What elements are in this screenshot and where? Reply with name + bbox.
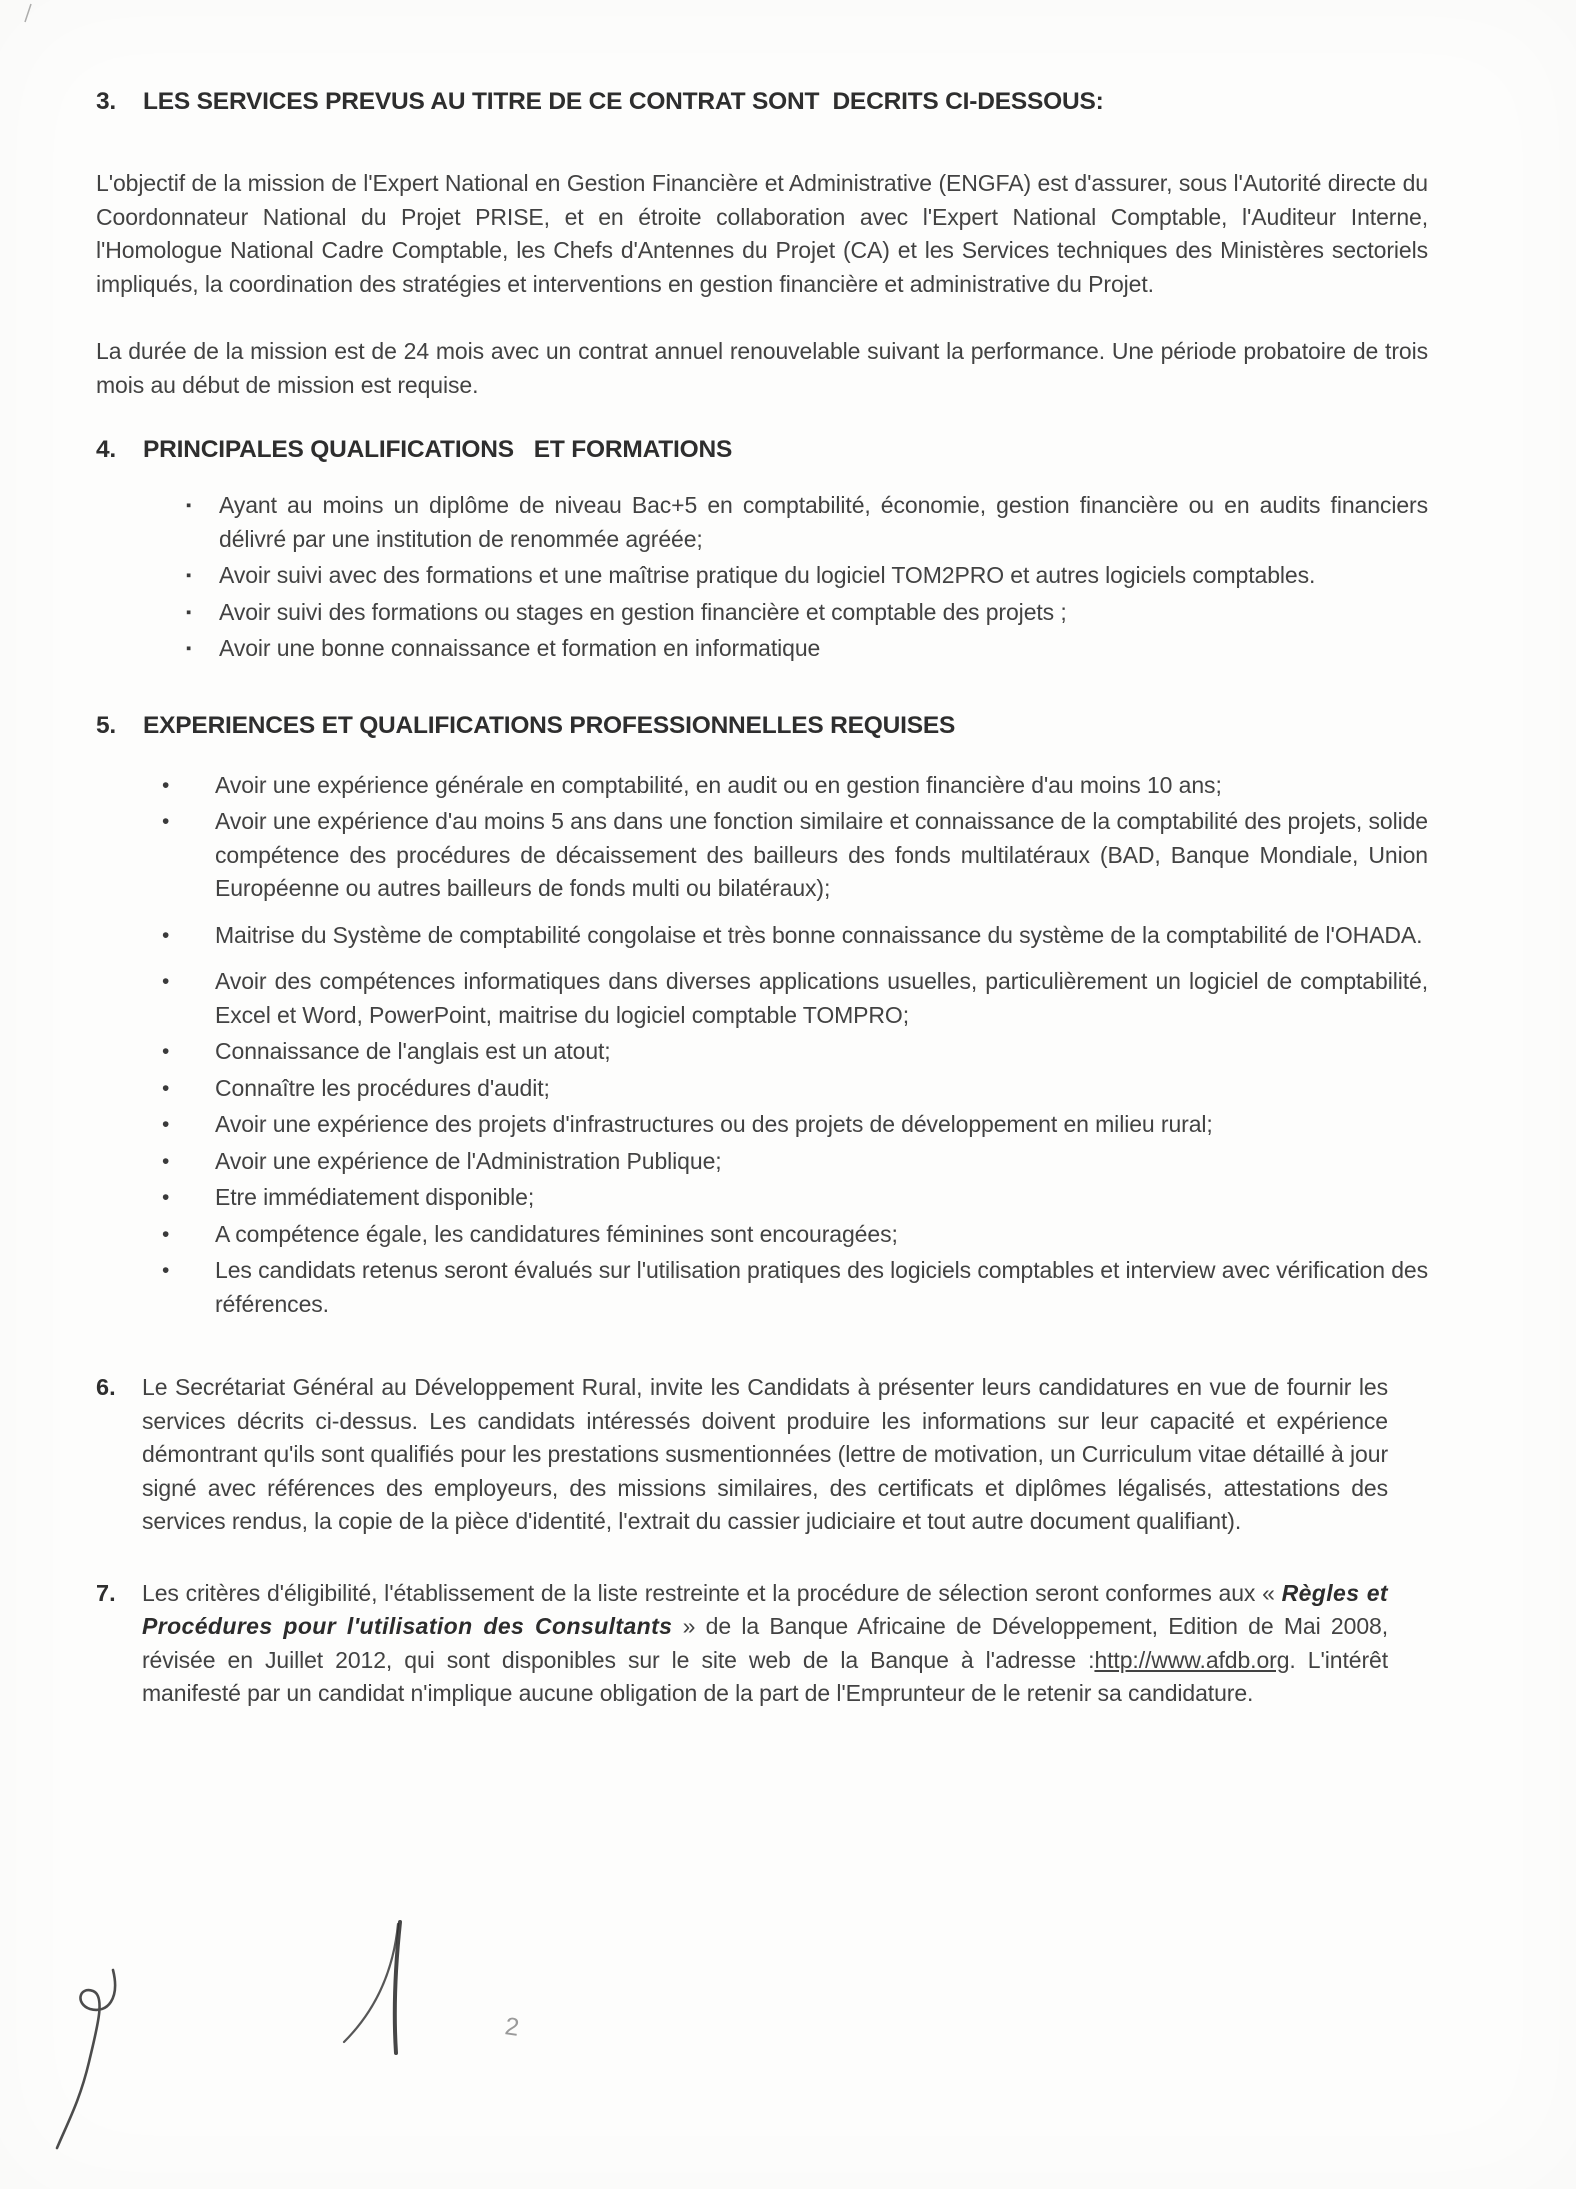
- list-item-text: Connaissance de l'anglais est un atout;: [215, 1038, 611, 1064]
- document-content: [96, 86, 1428, 1711]
- list-item: [96, 559, 1428, 593]
- list-item: [96, 769, 1428, 803]
- section-5-number: 5.: [96, 711, 117, 739]
- section-3-heading: [96, 86, 1428, 117]
- list-item: [96, 1254, 1428, 1321]
- section-4-number: 4.: [96, 436, 117, 463]
- list-item-text: Avoir suivi avec des formations et une maîtrise pratique du logiciel TOM2PRO et autres logiciels comptables.: [219, 562, 1316, 588]
- list-item: [96, 489, 1428, 556]
- square-bullet-icon: ▪: [186, 497, 192, 514]
- list-item-text: Avoir une expérience des projets d'infrastructures ou des projets de développement en milieu rural;: [215, 1111, 1213, 1137]
- list-item: [96, 1035, 1428, 1069]
- list-item: [96, 632, 1428, 666]
- round-bullet-icon: •: [162, 773, 170, 797]
- page-number: 2: [503, 2012, 521, 2042]
- qualifications-list: [96, 489, 1428, 666]
- list-item-text: Ayant au moins un diplôme de niveau Bac+5 en comptabilité, économie, gestion financière ou en audits financiers délivré par une institution de renommée agréée;: [219, 492, 1428, 552]
- section-3-title: LES SERVICES PREVUS AU TITRE DE CE CONTRAT SONT DECRITS CI-DESSOUS:: [143, 88, 1104, 115]
- item-7-text-part1: Les critères d'éligibilité, l'établissement de la liste restreinte et la procédure de sélection seront conformes aux «: [142, 1579, 1282, 1606]
- list-item-text: Les candidats retenus seront évalués sur l'utilisation pratiques des logiciels comptables et interview avec vérification des références.: [215, 1257, 1428, 1317]
- duration-paragraph: La durée de la mission est de 24 mois avec un contrat annuel renouvelable suivant la performance. Une période probatoire de trois mois au début de mission est requise.: [96, 338, 1428, 398]
- objective-paragraph: L'objectif de la mission de l'Expert National en Gestion Financière et Administrative (ENGFA) est d'assurer, sous l'Autorité directe du Coordonnateur National du Projet PRISE, et en étroite collaboration avec l'Expert National Comptable, l'Auditeur Interne, l'Homologue National Cadre Comptable, les Chefs d'Antennes du Projet (CA) et les Services techniques des Ministères sectoriels impliqués, la coordination des stratégies et interventions en gestion financière et administrative du Projet.: [96, 170, 1428, 297]
- list-item: [96, 1072, 1428, 1106]
- list-item-text: Etre immédiatement disponible;: [215, 1184, 535, 1210]
- item-7-number: 7.: [96, 1579, 116, 1606]
- list-item-text: Avoir des compétences informatiques dans diverses applications usuelles, particulièrement un logiciel de comptabilité, Excel et Word, PowerPoint, maitrise du logiciel comptable TOMPRO;: [215, 968, 1428, 1028]
- round-bullet-icon: •: [162, 923, 170, 947]
- list-item: [96, 919, 1428, 953]
- list-item: [96, 596, 1428, 630]
- list-item-text: Avoir une expérience d'au moins 5 ans dans une fonction similaire et connaissance de la comptabilité des projets, solide compétence des procédures de décaissement des bailleurs des fonds multilatéraux (BAD, Banque Mondiale, Union Européenne ou autres bailleurs de fonds multi ou bilatéraux);: [215, 808, 1428, 901]
- list-item: [96, 965, 1428, 1032]
- section-5-heading: [96, 710, 1428, 741]
- list-item: [96, 805, 1428, 906]
- list-item: [96, 1218, 1428, 1252]
- scan-artifact-top-left: [25, 4, 31, 22]
- section-3-number: 3.: [96, 88, 117, 115]
- round-bullet-icon: •: [162, 1040, 170, 1063]
- round-bullet-icon: •: [162, 1113, 170, 1136]
- item-6: [96, 1371, 1428, 1539]
- pen-mark-vertical-stroke: [395, 1922, 400, 2053]
- round-bullet-icon: •: [162, 1186, 170, 1209]
- list-item-text: Avoir une expérience générale en comptabilité, en audit ou en gestion financière d'au moins 10 ans;: [215, 771, 1222, 798]
- round-bullet-icon: •: [162, 1259, 170, 1282]
- item-7-text-part3: . L'intérêt manifesté par un candidat n'implique aucune obligation de la part de l'Emprunteur de le retenir sa candidature.: [142, 1646, 1388, 1706]
- list-item: [96, 1145, 1428, 1179]
- list-item: [96, 1181, 1428, 1215]
- rules-title-emphasis: Règles et Procédures pour l'utilisation des Consultants: [142, 1579, 1388, 1639]
- list-item: [96, 1108, 1428, 1142]
- list-item-text: Avoir une expérience de l'Administration Publique;: [215, 1147, 722, 1174]
- square-bullet-icon: ▪: [186, 603, 192, 621]
- round-bullet-icon: •: [162, 1222, 170, 1246]
- round-bullet-icon: •: [162, 970, 170, 993]
- item-7: [96, 1577, 1428, 1711]
- round-bullet-icon: •: [162, 1149, 170, 1173]
- list-item-text: Connaître les procédures d'audit;: [215, 1074, 550, 1101]
- list-item-text: Avoir une bonne connaissance et formation en informatique: [219, 635, 821, 661]
- afdb-url-text: http://www.afdb.org: [1094, 1646, 1290, 1673]
- item-7-text-part2: » de la Banque Africaine de Développement, Edition de Mai 2008, révisée en Juillet 2012, qui sont disponibles sur le site web de la Banque à l'adresse :: [142, 1613, 1388, 1673]
- list-item-text: Avoir suivi des formations ou stages en gestion financière et comptable des projets ;: [219, 598, 1067, 625]
- round-bullet-icon: •: [162, 810, 170, 833]
- pen-mark-signature: [57, 1970, 115, 2148]
- list-item-text: A compétence égale, les candidatures féminines sont encouragées;: [215, 1220, 898, 1247]
- square-bullet-icon: ▪: [186, 567, 192, 584]
- section-4-heading: [96, 434, 1428, 465]
- experience-list: [96, 769, 1428, 1322]
- item-7-text: [142, 1577, 1428, 1711]
- list-item-text: Maitrise du Système de comptabilité congolaise et très bonne connaissance du système de la comptabilité de l'OHADA.: [215, 921, 1423, 948]
- round-bullet-icon: •: [162, 1076, 170, 1100]
- item-6-number: 6.: [96, 1374, 116, 1400]
- section-4-title: PRINCIPALES QUALIFICATIONS ET FORMATIONS: [143, 436, 733, 463]
- item-6-text: Le Secrétariat Général au Développement Rural, invite les Candidats à présenter leurs candidatures en vue de fournir les services décrits ci-dessus. Les candidats intéressés doivent produire les informations sur leur capacité et expérience démontrant qu'ils sont qualifiés pour les prestations susmentionnées (lettre de motivation, un Curriculum vitae détaillé à jour signé avec références des employeurs, des missions similaires, des certificats et diplômes légalisés, attestations des services rendus, la copie de la pièce d'identité, l'extrait du cassier judiciaire et tout autre document qualifiant).: [142, 1374, 1388, 1534]
- pen-mark-curve: [344, 1924, 398, 2042]
- square-bullet-icon: ▪: [186, 640, 192, 657]
- section-5-title: EXPERIENCES ET QUALIFICATIONS PROFESSIONNELLES REQUISES: [143, 711, 956, 739]
